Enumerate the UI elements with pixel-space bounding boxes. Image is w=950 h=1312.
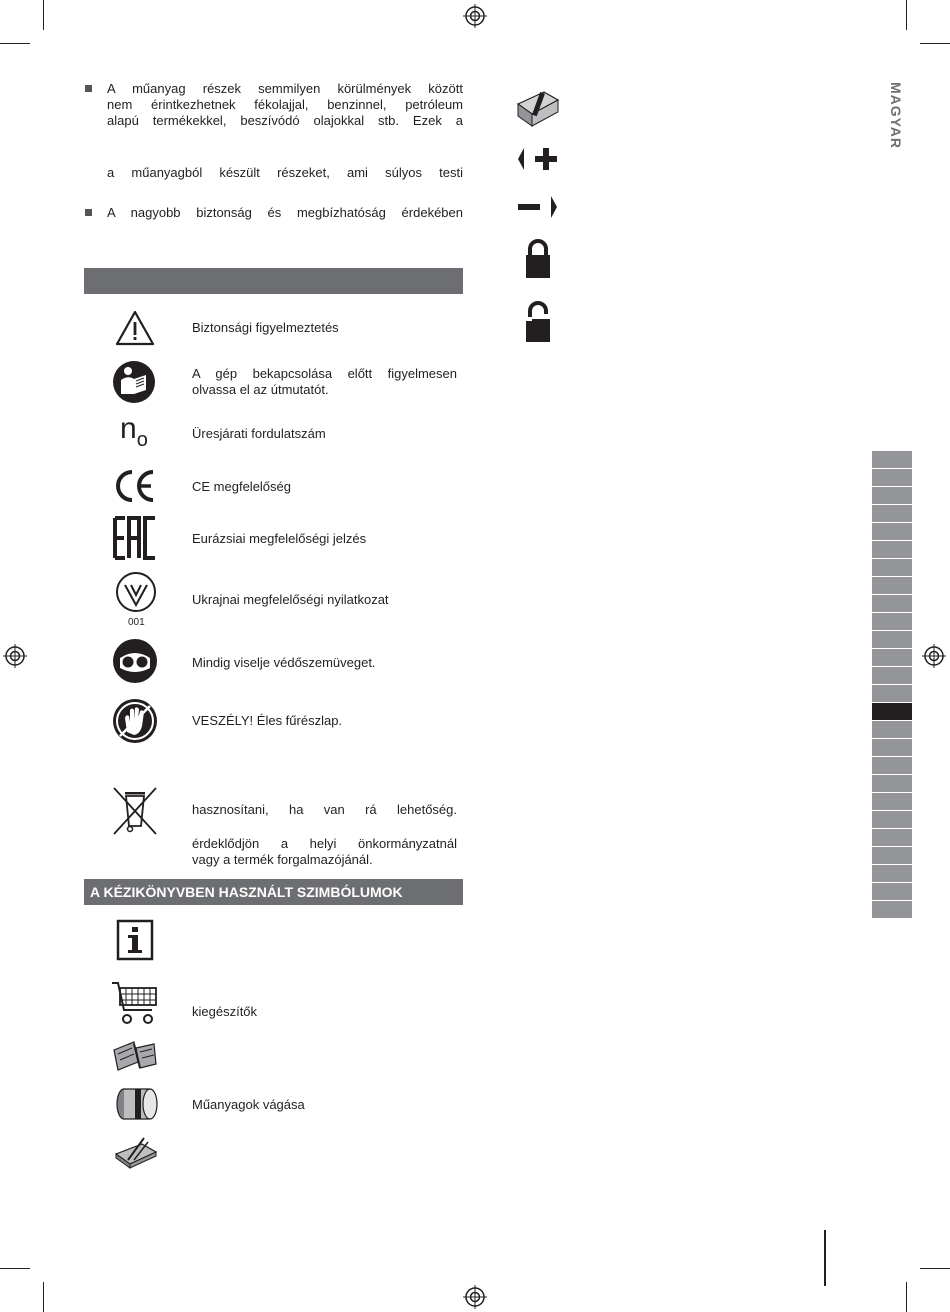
- crop-mark: [43, 1282, 44, 1312]
- index-tab: [872, 649, 912, 667]
- bullet-line: a műanyagból készült részeket, ami súlyos testi: [107, 165, 463, 180]
- index-tab: [872, 793, 912, 811]
- bullet-line: A műanyag részek semmilyen körülmények között: [107, 81, 463, 96]
- locked-icon: [524, 238, 552, 280]
- sharp-blade-hand-icon: [112, 698, 158, 744]
- symbol-label: VESZÉLY! Éles fűrészlap.: [192, 713, 343, 728]
- symbol-label: olvassa el az útmutatót.: [192, 382, 329, 397]
- no-load-glyph: n: [120, 412, 137, 445]
- symbol-label: A gép bekapcsolása előtt figyelmesen: [192, 366, 457, 381]
- index-tab: [872, 667, 912, 685]
- index-tab: [872, 739, 912, 757]
- ukraine-code: 001: [128, 617, 145, 628]
- crop-mark: [920, 43, 950, 44]
- registration-mark-icon: [463, 4, 487, 28]
- metal-cutting-icon: [516, 88, 560, 128]
- registration-mark-icon: [463, 1285, 487, 1309]
- symbol-label: Ukrajnai megfelelőségi nyilatkozat: [192, 592, 389, 607]
- crop-mark: [0, 1268, 30, 1269]
- tile-cutting-icon: [114, 1136, 158, 1170]
- index-tab: [872, 685, 912, 703]
- read-manual-icon: [112, 360, 156, 404]
- index-tab: [872, 613, 912, 631]
- index-tab: [872, 541, 912, 559]
- index-tab: [872, 865, 912, 883]
- index-tab: [872, 883, 912, 901]
- symbol-label: CE megfelelőség: [192, 479, 291, 494]
- index-tab: [872, 847, 912, 865]
- warning-triangle-icon: [115, 310, 155, 346]
- symbol-label: hasznosítani, ha van rá lehetőség.: [192, 802, 457, 817]
- index-tab: [872, 901, 912, 919]
- symbol-label: Mindig viselje védőszemüveget.: [192, 655, 376, 670]
- ce-mark-icon: [113, 469, 157, 503]
- bullet-continuation: [85, 165, 463, 181]
- registration-mark-icon: [3, 644, 27, 668]
- bullet-line: A nagyobb biztonság és megbízhatóság érdekében: [107, 205, 463, 220]
- symbols-section-header: [84, 268, 463, 294]
- ukraine-conformity-icon: [115, 571, 157, 615]
- symbol-label: Eurázsiai megfelelőségi jelzés: [192, 531, 367, 546]
- symbol-label: kiegészítők: [192, 1004, 258, 1019]
- registration-mark-icon: [922, 644, 946, 668]
- index-tab: [872, 451, 912, 469]
- index-tab: [872, 523, 912, 541]
- crop-mark: [920, 1268, 950, 1269]
- shopping-cart-icon: [110, 980, 160, 1026]
- index-tab-active: [872, 703, 912, 721]
- bullet-line: nem érintkezhetnek fékolajjal, benzinnel, petróleum: [107, 97, 463, 112]
- index-tab: [872, 721, 912, 739]
- index-tab: [872, 775, 912, 793]
- crop-mark: [906, 0, 907, 30]
- index-tab: [872, 631, 912, 649]
- increase-icon: [516, 146, 560, 172]
- no-load-subscript: o: [136, 429, 148, 451]
- index-tab: [872, 469, 912, 487]
- manual-symbols-header: A KÉZIKÖNYVBEN HASZNÁLT SZIMBÓLUMOK: [84, 879, 463, 905]
- no-load-speed-icon: [120, 414, 148, 455]
- crop-mark: [43, 0, 44, 30]
- bullet-paragraph: [85, 81, 463, 129]
- crop-mark: [0, 43, 30, 44]
- index-tab: [872, 811, 912, 829]
- symbol-label: érdeklődjön a helyi önkormányzatnál: [192, 836, 457, 851]
- eac-mark-icon: [113, 516, 157, 560]
- bullet-line: alapú termékekkel, beszívódó olajokkal stb. Ezek a: [107, 113, 463, 128]
- symbol-label: vagy a termék forgalmazójánál.: [192, 852, 373, 867]
- bullet-square-icon: [85, 85, 92, 92]
- index-tabs: [872, 451, 912, 919]
- symbol-label: Biztonsági figyelmeztetés: [192, 320, 339, 335]
- unlocked-icon: [524, 300, 552, 342]
- safety-goggles-icon: [112, 638, 158, 684]
- symbol-label: Műanyagok vágása: [192, 1097, 305, 1112]
- index-tab: [872, 487, 912, 505]
- index-tab: [872, 595, 912, 613]
- page-edge-line: [824, 1230, 826, 1286]
- info-icon: [116, 919, 154, 961]
- bullet-square-icon: [85, 209, 92, 216]
- language-label: MAGYAR: [888, 82, 904, 149]
- decrease-icon: [516, 194, 560, 220]
- crop-mark: [906, 1282, 907, 1312]
- plastic-cutting-icon: [114, 1086, 158, 1122]
- index-tab: [872, 577, 912, 595]
- index-tab: [872, 505, 912, 523]
- bullet-paragraph: [85, 205, 463, 221]
- index-tab: [872, 757, 912, 775]
- symbol-label: Üresjárati fordulatszám: [192, 426, 326, 441]
- wood-cutting-icon: [112, 1040, 158, 1072]
- index-tab: [872, 559, 912, 577]
- index-tab: [872, 829, 912, 847]
- crossed-bin-icon: [112, 784, 158, 836]
